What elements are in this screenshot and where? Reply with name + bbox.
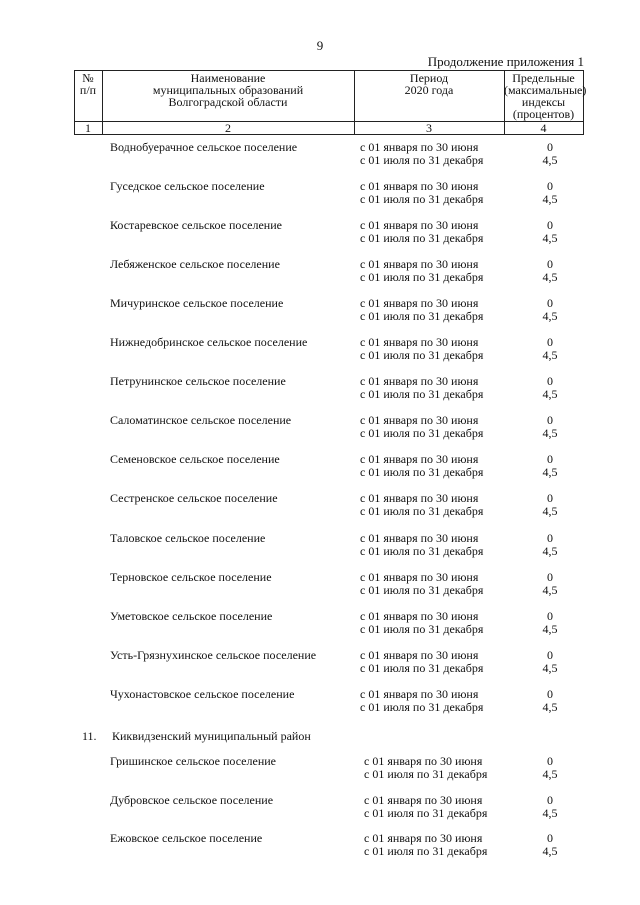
- settlement-name: Костаревское сельское поселение: [110, 218, 282, 232]
- period-first-half: с 01 января по 30 июня: [360, 140, 479, 154]
- settlement-name: Терновское сельское поселение: [110, 570, 272, 584]
- settlement-name: Семеновское сельское поселение: [110, 452, 280, 466]
- period-second-half: с 01 июля по 31 декабря: [360, 192, 484, 206]
- header-col-name: Наименование муниципальных образований Волгоградской области: [152, 71, 304, 109]
- settlement-name: Уметовское сельское поселение: [110, 609, 273, 623]
- period-second-half: с 01 июля по 31 декабря: [360, 700, 484, 714]
- period-first-half: с 01 января по 30 июня: [364, 754, 483, 768]
- district-number: 11.: [82, 729, 97, 743]
- period-first-half: с 01 января по 30 июня: [360, 335, 479, 349]
- period-second-half: с 01 июля по 31 декабря: [364, 806, 488, 820]
- period-second-half: с 01 июля по 31 декабря: [360, 309, 484, 323]
- header-num-3: 3: [426, 121, 432, 135]
- period-second-half: с 01 июля по 31 декабря: [360, 544, 484, 558]
- page-number: 9: [316, 38, 324, 53]
- period-second-half: с 01 июля по 31 декабря: [360, 504, 484, 518]
- period-second-half: с 01 июля по 31 декабря: [360, 231, 484, 245]
- district-row: [0, 730, 640, 758]
- index-first-half: 0: [547, 140, 553, 154]
- period-first-half: с 01 января по 30 июня: [360, 648, 479, 662]
- table-row: [0, 141, 640, 169]
- table-row: [0, 258, 640, 286]
- index-first-half: 0: [547, 452, 553, 466]
- period-second-half: с 01 июля по 31 декабря: [364, 767, 488, 781]
- period-first-half: с 01 января по 30 июня: [360, 491, 479, 505]
- settlement-name: Сестренское сельское поселение: [110, 491, 278, 505]
- header-num-4: 4: [540, 121, 547, 135]
- settlement-name: Гуседское сельское поселение: [110, 179, 265, 193]
- index-first-half: 0: [547, 491, 553, 505]
- index-first-half: 0: [547, 179, 553, 193]
- index-second-half: 4,5: [542, 767, 558, 781]
- header-col-index: Предельные (максимальные) индексы (процентов): [504, 71, 587, 121]
- period-second-half: с 01 июля по 31 декабря: [360, 153, 484, 167]
- header-num-1: 1: [85, 121, 91, 135]
- index-second-half: 4,5: [542, 504, 558, 518]
- period-first-half: с 01 января по 30 июня: [360, 452, 479, 466]
- period-second-half: с 01 июля по 31 декабря: [360, 583, 484, 597]
- table-row: [0, 649, 640, 677]
- period-second-half: с 01 июля по 31 декабря: [364, 844, 488, 858]
- settlement-name: Нижнедобринское сельское поселение: [110, 335, 308, 349]
- period-second-half: с 01 июля по 31 декабря: [360, 465, 484, 479]
- index-second-half: 4,5: [542, 806, 558, 820]
- table-row: [0, 571, 640, 599]
- district-name: Киквидзенский муниципальный район: [112, 729, 311, 743]
- table-row: [0, 532, 640, 560]
- settlement-name: Таловское сельское поселение: [110, 531, 266, 545]
- index-second-half: 4,5: [542, 309, 558, 323]
- index-second-half: 4,5: [542, 153, 558, 167]
- settlement-name: Петрунинское сельское поселение: [110, 374, 286, 388]
- settlement-name: Воднобуерачное сельское поселение: [110, 140, 298, 154]
- index-first-half: 0: [547, 374, 553, 388]
- index-first-half: 0: [547, 296, 553, 310]
- index-second-half: 4,5: [542, 192, 558, 206]
- period-first-half: с 01 января по 30 июня: [360, 179, 479, 193]
- table-row: [0, 180, 640, 208]
- period-first-half: с 01 января по 30 июня: [360, 609, 479, 623]
- index-first-half: 0: [547, 609, 553, 623]
- index-first-half: 0: [547, 793, 553, 807]
- index-first-half: 0: [547, 831, 553, 845]
- index-second-half: 4,5: [542, 544, 558, 558]
- table-row: [0, 688, 640, 716]
- period-first-half: с 01 января по 30 июня: [360, 413, 479, 427]
- period-first-half: с 01 января по 30 июня: [360, 570, 479, 584]
- header-col-period: Период 2020 года: [404, 71, 454, 97]
- table-row: [0, 297, 640, 325]
- index-second-half: 4,5: [542, 426, 558, 440]
- period-second-half: с 01 июля по 31 декабря: [360, 270, 484, 284]
- index-first-half: 0: [547, 335, 553, 349]
- period-first-half: с 01 января по 30 июня: [364, 831, 483, 845]
- appendix-note: Продолжение приложения 1: [427, 54, 584, 69]
- index-second-half: 4,5: [542, 622, 558, 636]
- settlement-name: Чухонастовское сельское поселение: [110, 687, 295, 701]
- table-row: [0, 414, 640, 442]
- period-first-half: с 01 января по 30 июня: [364, 793, 483, 807]
- index-second-half: 4,5: [542, 700, 558, 714]
- period-first-half: с 01 января по 30 июня: [360, 374, 479, 388]
- settlement-name: Мичуринское сельское поселение: [110, 296, 284, 310]
- index-first-half: 0: [547, 754, 553, 768]
- settlement-name: Гришинское сельское поселение: [110, 754, 276, 768]
- index-second-half: 4,5: [542, 465, 558, 479]
- period-first-half: с 01 января по 30 июня: [360, 218, 479, 232]
- index-first-half: 0: [547, 687, 553, 701]
- index-first-half: 0: [547, 413, 553, 427]
- index-second-half: 4,5: [542, 270, 558, 284]
- settlement-name: Усть-Грязнухинское сельское поселение: [110, 648, 317, 662]
- index-second-half: 4,5: [542, 348, 558, 362]
- table-row: [0, 492, 640, 520]
- table-row: [0, 453, 640, 481]
- settlement-name: Дубровское сельское поселение: [110, 793, 274, 807]
- index-first-half: 0: [547, 648, 553, 662]
- settlement-name: Саломатинское сельское поселение: [110, 413, 292, 427]
- period-first-half: с 01 января по 30 июня: [360, 687, 479, 701]
- settlement-name: Ежовское сельское поселение: [110, 831, 263, 845]
- index-first-half: 0: [547, 218, 553, 232]
- index-second-half: 4,5: [542, 387, 558, 401]
- index-first-half: 0: [547, 570, 553, 584]
- table-row: [0, 610, 640, 638]
- index-first-half: 0: [547, 257, 553, 271]
- table-row: [0, 336, 640, 364]
- index-first-half: 0: [547, 531, 553, 545]
- period-second-half: с 01 июля по 31 декабря: [360, 661, 484, 675]
- table-row: [0, 755, 640, 783]
- period-second-half: с 01 июля по 31 декабря: [360, 348, 484, 362]
- period-first-half: с 01 января по 30 июня: [360, 296, 479, 310]
- period-first-half: с 01 января по 30 июня: [360, 531, 479, 545]
- table-row: [0, 375, 640, 403]
- index-second-half: 4,5: [542, 661, 558, 675]
- period-second-half: с 01 июля по 31 декабря: [360, 622, 484, 636]
- settlement-name: Лебяженское сельское поселение: [110, 257, 280, 271]
- table-row: [0, 794, 640, 822]
- period-second-half: с 01 июля по 31 декабря: [360, 387, 484, 401]
- period-second-half: с 01 июля по 31 декабря: [360, 426, 484, 440]
- index-second-half: 4,5: [542, 583, 558, 597]
- index-second-half: 4,5: [542, 231, 558, 245]
- header-col-number: № п/п: [79, 71, 97, 97]
- table-row: [0, 219, 640, 247]
- index-second-half: 4,5: [542, 844, 558, 858]
- table-row: [0, 832, 640, 860]
- header-num-2: 2: [225, 121, 231, 135]
- period-first-half: с 01 января по 30 июня: [360, 257, 479, 271]
